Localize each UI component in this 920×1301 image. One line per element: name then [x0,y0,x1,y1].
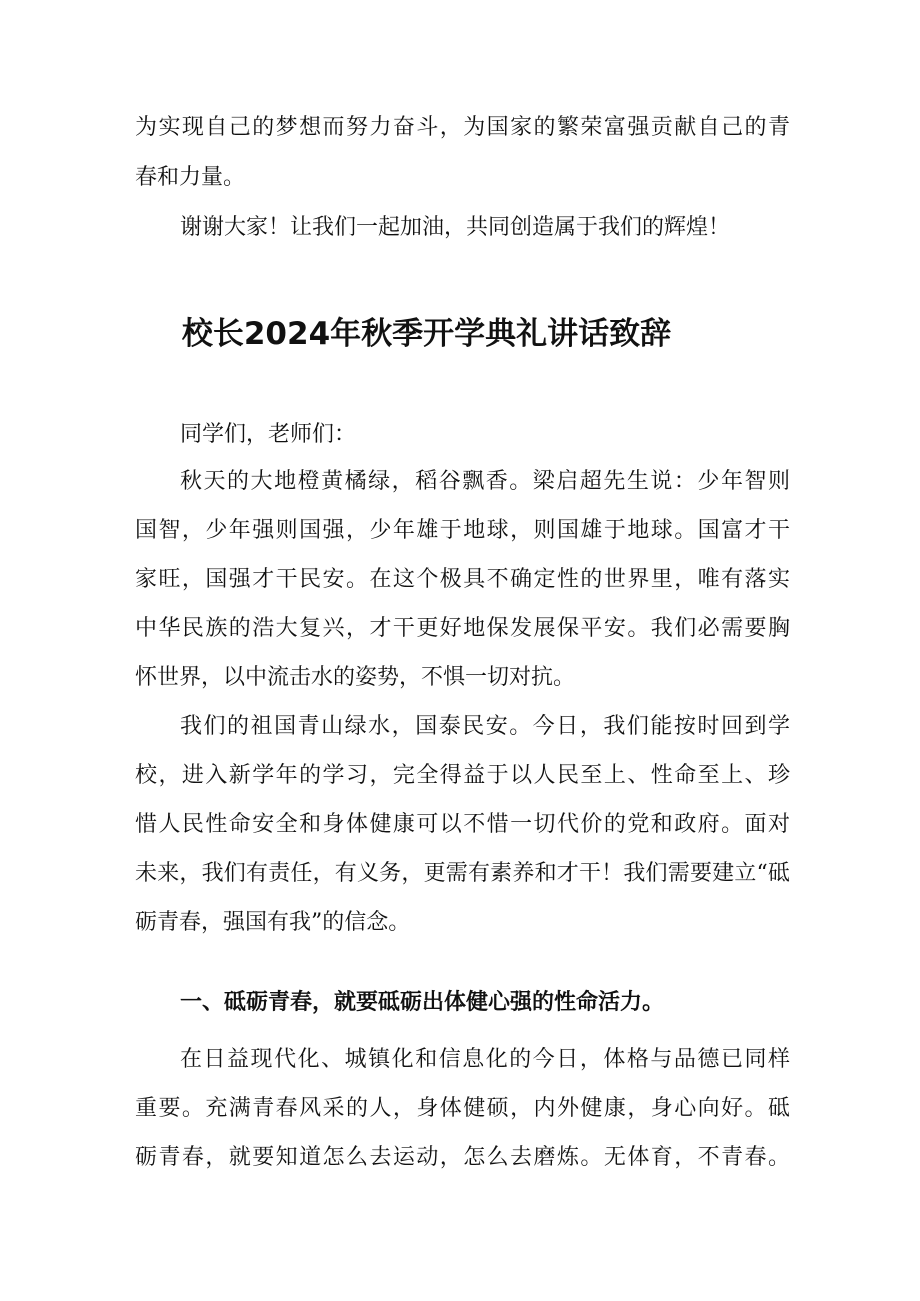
para1-line-5: 怀世界，以中流击水的姿势，不惧一切对抗。 [135,665,576,690]
section-heading-1: 一、砥砺青春，就要砥砺出体健心强的性命活力。 [180,990,665,1015]
continuation-line-2: 春和力量。 [135,165,246,190]
para3-line-1: 在日益现代化、城镇化和信息化的今日，体格与品德已同样 [180,1047,790,1072]
greeting: 同学们，老师们： [180,422,357,447]
para2-line-4: 未来，我们有责任，有义务，更需有素养和才干！我们需要建立“砥 [135,861,790,886]
para1-line-1: 秋天的大地橙黄橘绿，稻谷飘香。梁启超先生说：少年智则 [180,469,790,494]
para3-line-3: 砺青春，就要知道怎么去运动，怎么去磨炼。无体育，不青春。 [135,1145,790,1170]
para2-line-2: 校，进入新学年的学习，完全得益于以人民至上、性命至上、珍 [135,763,790,788]
para2-line-3: 惜人民性命安全和身体健康可以不惜一切代价的党和政府。面对 [135,812,790,837]
para3-line-2: 重要。充满青春风采的人，身体健硕，内外健康，身心向好。砥 [135,1096,790,1121]
continuation-line-1: 为实现自己的梦想而努力奋斗，为国家的繁荣富强贡献自己的青 [135,115,790,140]
para2-line-5: 砺青春，强国有我”的信念。 [135,910,411,935]
para1-line-3: 家旺，国强才干民安。在这个极具不确定性的世界里，唯有落实 [135,567,790,592]
speech-title: 校长2024年秋季开学典礼讲话致辞 [181,316,672,352]
para1-line-2: 国智，少年强则国强，少年雄于地球，则国雄于地球。国富才干 [135,518,790,543]
closing-line: 谢谢大家！让我们一起加油，共同创造属于我们的辉煌！ [180,215,731,240]
para2-line-1: 我们的祖国青山绿水，国泰民安。今日，我们能按时回到学 [180,714,790,739]
para1-line-4: 中华民族的浩大复兴，才干更好地保发展保平安。我们必需要胸 [135,616,790,641]
